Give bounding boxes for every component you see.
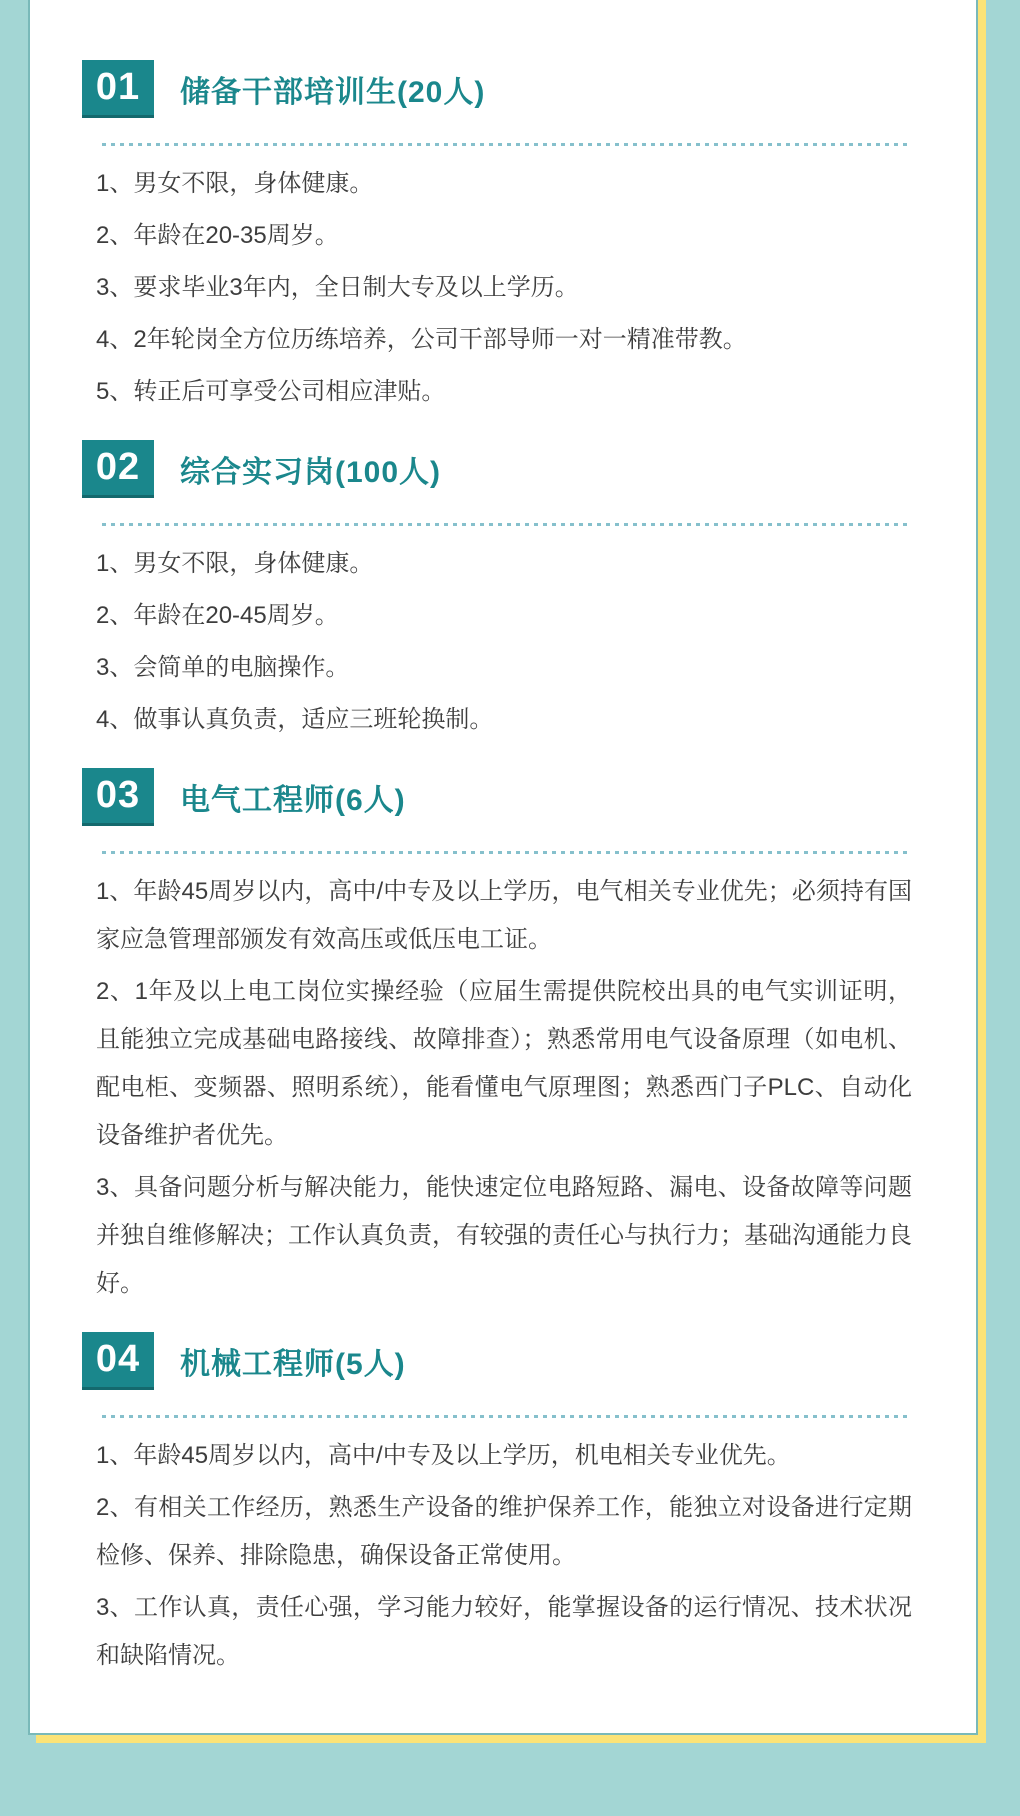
requirements-list (82, 1432, 912, 1680)
job-section-01 (82, 60, 912, 416)
requirement-item: 2、年龄在20-45周岁。 (96, 602, 339, 629)
job-title: 电气工程师(6人) (180, 784, 406, 817)
section-number-badge: 03 (82, 768, 154, 826)
section-header (82, 440, 912, 498)
requirement-item: 3、会简单的电脑操作。 (96, 654, 350, 681)
requirement-item: 2、1年及以上电工岗位实操经验（应届生需提供院校出具的电气实训证明，且能独立完成基础电路接线、故障排查）；熟悉常用电气设备原理（如电机、配电柜、变频器、照明系统），能看懂电气原理图；熟悉西门子PLC、自动化设备维护者优先。 (96, 978, 912, 1149)
section-header (82, 60, 912, 118)
card-content (30, 60, 976, 1680)
requirement-item: 4、做事认真负责，适应三班轮换制。 (96, 706, 494, 733)
requirement-item: 2、有相关工作经历，熟悉生产设备的维护保养工作，能独立对设备进行定期检修、保养、排除隐患，确保设备正常使用。 (96, 1494, 912, 1569)
job-title: 储备干部培训生(20人) (180, 76, 486, 109)
section-header (82, 1332, 912, 1390)
dotted-divider (102, 851, 912, 854)
section-number-badge: 04 (82, 1332, 154, 1390)
job-section-02 (82, 440, 912, 744)
section-number-badge: 02 (82, 440, 154, 498)
dotted-divider (102, 523, 912, 526)
dotted-divider (102, 143, 912, 146)
requirement-item: 2、年龄在20-35周岁。 (96, 222, 339, 249)
section-number-badge: 01 (82, 60, 154, 118)
requirement-item: 3、要求毕业3年内，全日制大专及以上学历。 (96, 274, 579, 301)
requirements-list (82, 540, 912, 744)
job-title: 机械工程师(5人) (180, 1348, 406, 1381)
job-section-04 (82, 1332, 912, 1680)
requirements-list (82, 868, 912, 1308)
requirement-item: 1、年龄45周岁以内，高中/中专及以上学历，机电相关专业优先。 (96, 1442, 791, 1469)
job-listing-card (28, 0, 978, 1735)
requirement-item: 3、具备问题分析与解决能力，能快速定位电路短路、漏电、设备故障等问题并独自维修解决；工作认真负责，有较强的责任心与执行力；基础沟通能力良好。 (96, 1174, 912, 1297)
requirement-item: 5、转正后可享受公司相应津贴。 (96, 378, 446, 405)
section-header (82, 768, 912, 826)
job-title: 综合实习岗(100人) (180, 456, 442, 489)
requirement-item: 1、男女不限，身体健康。 (96, 170, 374, 197)
requirements-list (82, 160, 912, 416)
requirement-item: 1、年龄45周岁以内，高中/中专及以上学历，电气相关专业优先；必须持有国家应急管理部颁发有效高压或低压电工证。 (96, 878, 912, 953)
requirement-item: 3、工作认真，责任心强，学习能力较好，能掌握设备的运行情况、技术状况和缺陷情况。 (96, 1594, 912, 1669)
requirement-item: 4、2年轮岗全方位历练培养，公司干部导师一对一精准带教。 (96, 326, 747, 353)
dotted-divider (102, 1415, 912, 1418)
requirement-item: 1、男女不限，身体健康。 (96, 550, 374, 577)
job-section-03 (82, 768, 912, 1308)
